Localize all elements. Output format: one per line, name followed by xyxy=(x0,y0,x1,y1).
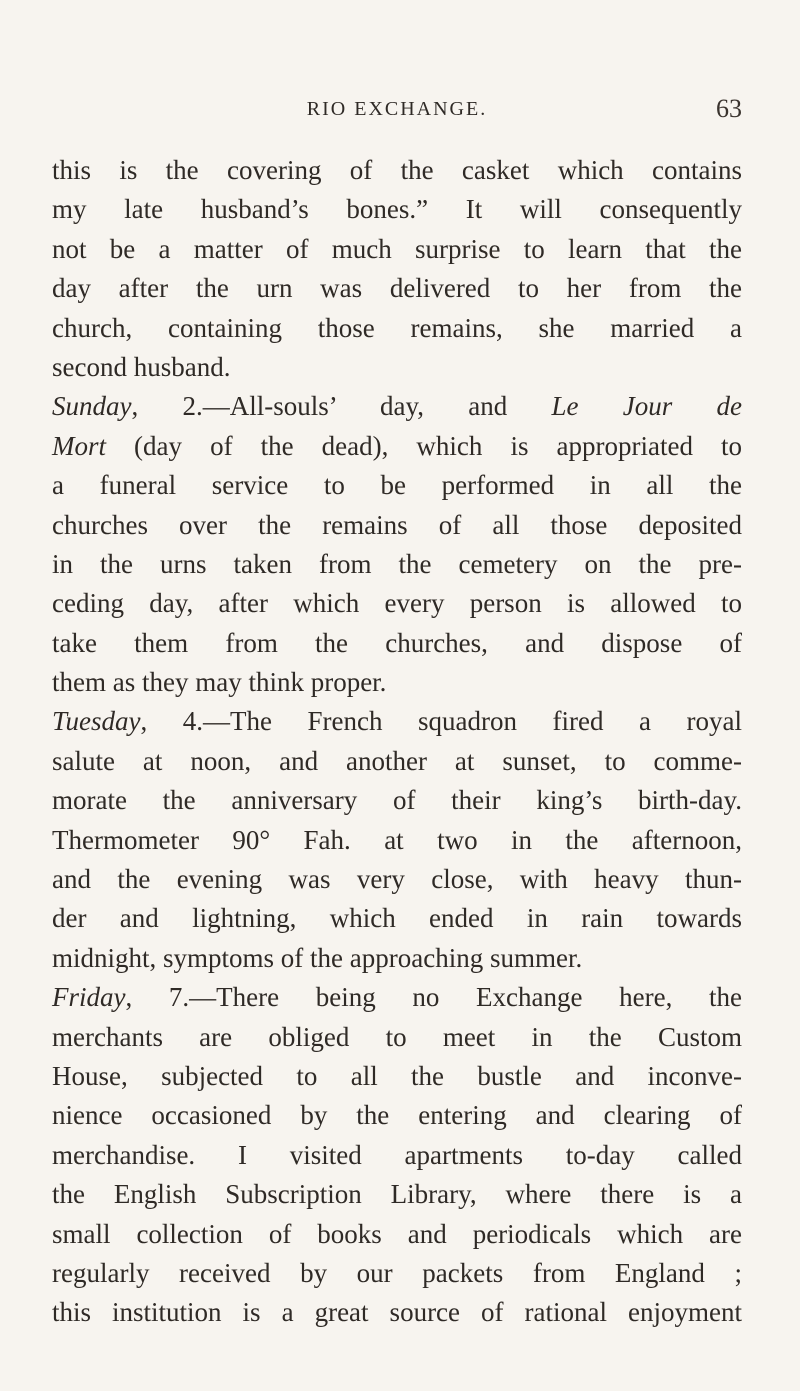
text-span: churches over the remains of all those deposited xyxy=(52,509,742,540)
text-span: my late husband’s bones.” It will consequently xyxy=(52,194,742,225)
text-span: salute at noon, and another at sunset, to comme- xyxy=(52,745,742,776)
text-line xyxy=(52,821,742,860)
text-span: small collection of books and periodicals which are xyxy=(52,1218,742,1249)
text-line xyxy=(52,427,742,466)
text-line xyxy=(52,1096,742,1135)
text-span: them as they may think proper. xyxy=(52,667,387,698)
text-line xyxy=(52,702,742,741)
text-line xyxy=(52,781,742,820)
italic-text: Friday xyxy=(52,982,126,1013)
text-line xyxy=(52,1293,742,1332)
text-span: (day of the dead), which is appropriated to xyxy=(106,430,742,461)
text-span: , 4.—The French squadron fired a royal xyxy=(140,706,742,737)
text-line xyxy=(52,466,742,505)
text-span: , 2.—All-souls’ day, and xyxy=(131,391,552,422)
text-line xyxy=(52,506,742,545)
text-line xyxy=(52,387,742,426)
text-line xyxy=(52,1215,742,1254)
text-span: Thermometer 90° Fah. at two in the afternoon, xyxy=(52,824,742,855)
text-line xyxy=(52,742,742,781)
text-span: and the evening was very close, with heavy thun- xyxy=(52,864,742,895)
text-span: House, subjected to all the bustle and inconve- xyxy=(52,1060,742,1091)
text-line xyxy=(52,860,742,899)
text-line xyxy=(52,624,742,663)
text-line xyxy=(52,1057,742,1096)
text-span: midnight, symptoms of the approaching summer. xyxy=(52,942,583,973)
text-span: take them from the churches, and dispose of xyxy=(52,627,742,658)
text-line xyxy=(52,1175,742,1214)
text-span: merchandise. I visited apartments to-day called xyxy=(52,1139,742,1170)
text-line xyxy=(52,230,742,269)
text-span: the English Subscription Library, where there is a xyxy=(52,1179,742,1210)
text-line xyxy=(52,584,742,623)
text-line xyxy=(52,151,742,190)
text-line xyxy=(52,1018,742,1057)
text-span: regularly received by our packets from England ; xyxy=(52,1257,742,1288)
text-line xyxy=(52,309,742,348)
page-header xyxy=(52,94,742,134)
italic-text: Tuesday xyxy=(52,706,141,737)
text-span: church, containing those remains, she married a xyxy=(52,312,742,343)
page-number: 63 xyxy=(716,94,742,123)
text-span: day after the urn was delivered to her from the xyxy=(52,273,742,304)
italic-text: Le Jour de xyxy=(551,391,742,422)
text-span: not be a matter of much surprise to learn that the xyxy=(52,233,742,264)
text-span: ceding day, after which every person is allowed to xyxy=(52,588,742,619)
text-line xyxy=(52,663,742,702)
text-span: morate the anniversary of their king’s birth-day. xyxy=(52,785,742,816)
text-span: in the urns taken from the cemetery on the pre- xyxy=(52,548,742,579)
text-line xyxy=(52,899,742,938)
text-span: a funeral service to be performed in all the xyxy=(52,470,742,501)
text-span: this institution is a great source of rational enjoyment xyxy=(52,1297,742,1328)
text-line xyxy=(52,190,742,229)
body-text xyxy=(52,151,742,1333)
text-line xyxy=(52,1136,742,1175)
text-line xyxy=(52,978,742,1017)
italic-text: Mort xyxy=(52,430,106,461)
text-span: , 7.—There being no Exchange here, the xyxy=(125,982,742,1013)
text-line xyxy=(52,348,742,387)
text-span: der and lightning, which ended in rain towards xyxy=(52,903,742,934)
text-line xyxy=(52,269,742,308)
text-span: second husband. xyxy=(52,351,231,382)
text-span: nience occasioned by the entering and clearing of xyxy=(52,1100,742,1131)
italic-text: Sunday xyxy=(52,391,132,422)
text-line xyxy=(52,1254,742,1293)
text-line xyxy=(52,545,742,584)
text-line xyxy=(52,939,742,978)
text-span: merchants are obliged to meet in the Custom xyxy=(52,1021,742,1052)
text-span: this is the covering of the casket which contains xyxy=(52,155,742,185)
running-title: RIO EXCHANGE. xyxy=(306,98,488,120)
